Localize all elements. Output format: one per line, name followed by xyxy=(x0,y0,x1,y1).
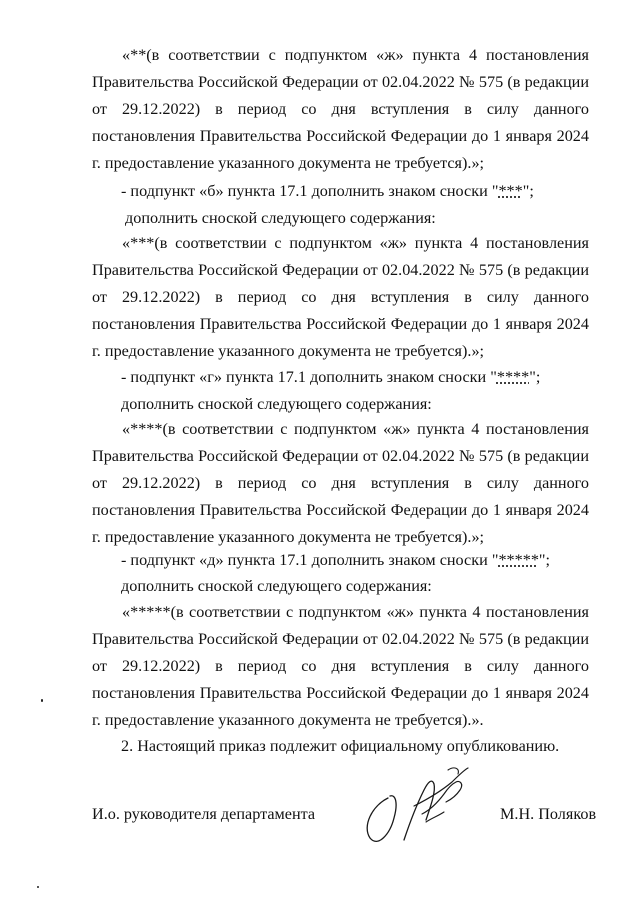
instruction-line-2 xyxy=(121,364,540,391)
supplement-line-3: дополнить сноской следующего содержания: xyxy=(121,577,432,595)
footnote-mark: ***** xyxy=(498,551,539,569)
instruction-line-1 xyxy=(121,178,534,205)
supplement-line-1: дополнить сноской следующего содержания: xyxy=(125,209,436,227)
instruction-text: - подпункт «д» пункта 17.1 дополнить знаком сноски " xyxy=(121,551,499,569)
scan-speck xyxy=(41,699,43,702)
footnote-mark: *** xyxy=(498,182,523,200)
instruction-text: - подпункт «б» пункта 17.1 дополнить знаком сноски " xyxy=(121,182,499,200)
footnote-paragraph-3: «****(в соответствии с подпунктом «ж» пункта 4 постановления Правительства Российской Федерации от 02.04.2022 № 575 (в редакции от 29.12.2022) в период со дня вступления в силу данного постановления Правительства Российской Федерации до 1 января 2024 г. предоставление указанного документа не требуется).»; xyxy=(92,420,589,546)
handwritten-signature xyxy=(360,760,490,850)
instruction-text: - подпункт «г» пункта 17.1 дополнить знаком сноски " xyxy=(121,368,497,386)
instruction-end: "; xyxy=(538,551,551,569)
instruction-end: "; xyxy=(522,182,534,200)
footnote-paragraph-2: «***(в соответствии с подпунктом «ж» пункта 4 постановления Правительства Российской Федерации от 02.04.2022 № 575 (в редакции от 29.12.2022) в период со дня вступления в силу данного постановления Правительства Российской Федерации до 1 января 2024 г. предоставление указанного документа не требуется).»; xyxy=(92,234,589,360)
instruction-line-3 xyxy=(121,547,550,574)
footnote-mark: **** xyxy=(496,368,530,386)
final-clause: 2. Настоящий приказ подлежит официальному опубликованию. xyxy=(121,737,560,755)
footnote-paragraph-4: «*****(в соответствии с подпунктом «ж» пункта 4 постановления Правительства Российской Федерации от 02.04.2022 № 575 (в редакции от 29.12.2022) в период со дня вступления в силу данного постановления Правительства Российской Федерации до 1 января 2024 г. предоставление указанного документа не требуется).». xyxy=(92,603,589,729)
footnote-paragraph-1: «**(в соответствии с подпунктом «ж» пункта 4 постановления Правительства Российской Федерации от 02.04.2022 № 575 (в редакции от 29.12.2022) в период со дня вступления в силу данного постановления Правительства Российской Федерации до 1 января 2024 г. предоставление указанного документа не требуется).»; xyxy=(92,46,589,172)
supplement-line-2: дополнить сноской следующего содержания: xyxy=(121,395,432,413)
signatory-name: М.Н. Поляков xyxy=(500,805,597,823)
instruction-end: "; xyxy=(529,368,541,386)
scan-speck xyxy=(37,886,39,888)
signatory-role: И.о. руководителя департамента xyxy=(92,805,316,823)
